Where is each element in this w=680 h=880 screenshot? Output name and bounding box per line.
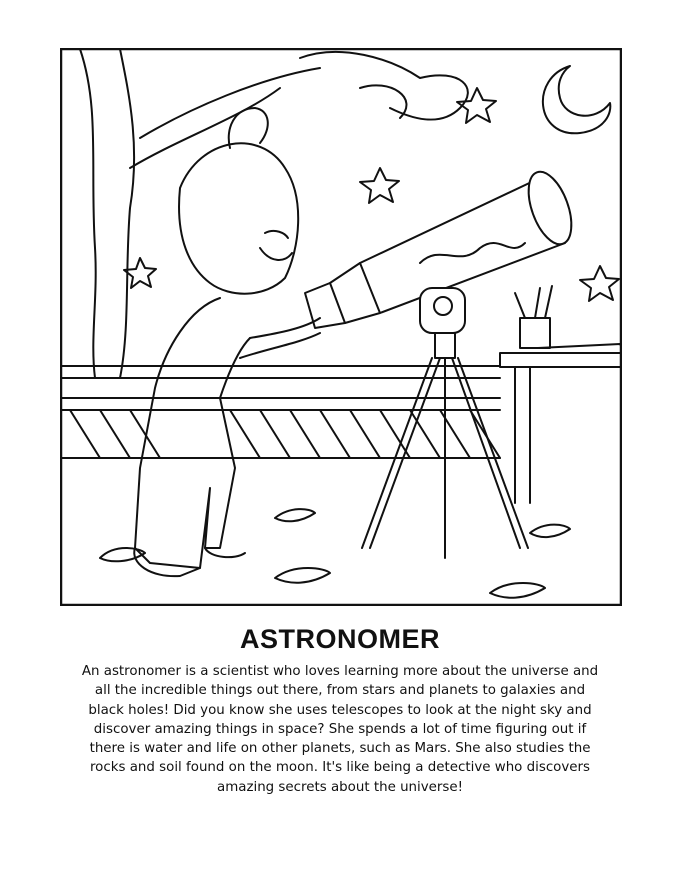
description-line: rocks and soil found on the moon. It's like being a detective who discovers bbox=[89, 760, 591, 776]
description-line: An astronomer is a scientist who loves learning more about the universe and bbox=[81, 664, 599, 679]
description-line: amazing secrets about the universe! bbox=[216, 779, 464, 795]
description-line: there is water and life on other planets, such as Mars. She also studies the bbox=[89, 741, 591, 757]
coloring-illustration bbox=[60, 48, 622, 606]
illustration-border bbox=[61, 49, 621, 605]
star-icon bbox=[580, 266, 619, 301]
table bbox=[500, 286, 622, 503]
star-icon bbox=[124, 258, 156, 288]
railing bbox=[61, 366, 500, 458]
description-line: black holes! Did you know she uses telescopes to look at the night sky and bbox=[88, 702, 592, 718]
star-icon bbox=[360, 168, 399, 203]
moon-icon bbox=[543, 66, 610, 133]
description-line: discover amazing things in space? She spends a lot of time figuring out if bbox=[93, 721, 587, 737]
star-icon bbox=[457, 88, 496, 123]
description-paragraph bbox=[40, 662, 640, 797]
description-line: all the incredible things out there, from stars and planets to galaxies and bbox=[94, 683, 586, 699]
girl-figure bbox=[134, 108, 320, 576]
fallen-leaves bbox=[100, 509, 570, 598]
page-title: ASTRONOMER bbox=[240, 624, 440, 654]
telescope bbox=[305, 166, 580, 558]
